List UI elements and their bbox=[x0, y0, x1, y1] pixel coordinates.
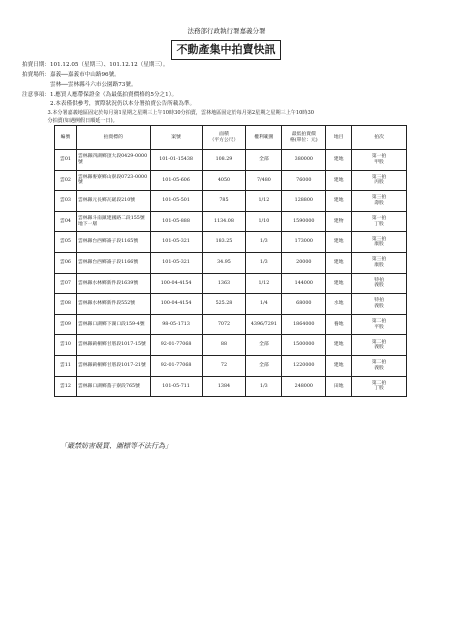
row-round: 第三拍 康股 bbox=[352, 232, 407, 253]
row-area: 1363 bbox=[202, 273, 246, 294]
row-price: 144000 bbox=[282, 273, 326, 294]
table-row bbox=[55, 252, 407, 273]
row-round: 第二拍 義股 bbox=[352, 335, 407, 356]
row-case: 100-04-4154 bbox=[150, 294, 202, 315]
row-round: 第一拍 丁股 bbox=[352, 211, 407, 232]
row-land: 建地 bbox=[326, 335, 352, 356]
row-area: 785 bbox=[202, 191, 246, 212]
row-round: 特拍 義股 bbox=[352, 273, 407, 294]
row-round: 特拍 義股 bbox=[352, 294, 407, 315]
row-round: 第二拍 丁股 bbox=[352, 376, 407, 397]
row-price: 1500000 bbox=[282, 335, 326, 356]
row-right: 全部 bbox=[246, 335, 282, 356]
row-right: 全部 bbox=[246, 355, 282, 376]
row-land: 建地 bbox=[326, 170, 352, 191]
row-target: 雲林縣水林鄉新件段552號 bbox=[76, 294, 150, 315]
row-target: 雲林縣莿桐鄉甘厝段1017-15號 bbox=[76, 335, 150, 356]
col-header-land: 地目 bbox=[326, 126, 352, 150]
row-target: 雲林縣口湖鄉蔦子寮段765號 bbox=[76, 376, 150, 397]
row-no: 雲07 bbox=[55, 273, 77, 294]
row-case: 101-05-711 bbox=[150, 376, 202, 397]
row-right: 全部 bbox=[246, 150, 282, 171]
row-no: 雲06 bbox=[55, 252, 77, 273]
row-target: 雲林縣台西鄉崙子段1165號 bbox=[76, 232, 150, 253]
row-area: 1384 bbox=[202, 376, 246, 397]
auction-dates: 拍賣日期：101.12.05（星期三）、101.12.12（星期三）。 bbox=[22, 62, 169, 68]
row-case: 101-05-606 bbox=[150, 170, 202, 191]
row-area: 183.25 bbox=[202, 232, 246, 253]
row-price: 248000 bbox=[282, 376, 326, 397]
row-area: 88 bbox=[202, 335, 246, 356]
row-price: 76000 bbox=[282, 170, 326, 191]
row-target: 雲林縣口湖鄉下湖口段159-4號 bbox=[76, 314, 150, 335]
row-case: 92-01-77068 bbox=[150, 335, 202, 356]
note-1: 注意事項：1.應買人應帶保證金（為最低拍賣價格的5分之1）。 bbox=[22, 92, 178, 98]
row-land: 建地 bbox=[326, 150, 352, 171]
agency-name: 法務部行政執行署嘉義分署 bbox=[187, 27, 266, 35]
col-header-target: 拍賣標的 bbox=[76, 126, 150, 150]
row-round: 第三拍 丙股 bbox=[352, 170, 407, 191]
table-row bbox=[55, 335, 407, 356]
row-no: 雲08 bbox=[55, 294, 77, 315]
row-land: 養地 bbox=[326, 314, 352, 335]
row-round: 第一拍 甲股 bbox=[352, 150, 407, 171]
row-area: 1134.08 bbox=[202, 211, 246, 232]
row-right: 4396/7291 bbox=[246, 314, 282, 335]
col-header-round: 拍次 bbox=[352, 126, 407, 150]
row-target: 雲林縣斗南鎮建國路二段155號地下一層 bbox=[76, 211, 150, 232]
table-row bbox=[55, 232, 407, 253]
row-price: 173000 bbox=[282, 232, 326, 253]
row-area: 72 bbox=[202, 355, 246, 376]
row-price: 1864000 bbox=[282, 314, 326, 335]
row-price: 128800 bbox=[282, 191, 326, 212]
row-case: 101-05-888 bbox=[150, 211, 202, 232]
row-round: 第二拍 平股 bbox=[352, 314, 407, 335]
col-header-no: 編號 bbox=[55, 126, 77, 150]
row-price: 1220000 bbox=[282, 355, 326, 376]
row-land: 田地 bbox=[326, 376, 352, 397]
row-case: 92-01-77068 bbox=[150, 355, 202, 376]
table-row bbox=[55, 211, 407, 232]
row-right: 1/3 bbox=[246, 376, 282, 397]
table-row bbox=[55, 314, 407, 335]
table-row bbox=[55, 294, 407, 315]
row-area: 7072 bbox=[202, 314, 246, 335]
row-no: 雲09 bbox=[55, 314, 77, 335]
row-round: 第三拍 壽股 bbox=[352, 191, 407, 212]
row-right: 1/3 bbox=[246, 252, 282, 273]
row-target: 雲林縣麥寮鄉山寮段0723-0000號 bbox=[76, 170, 150, 191]
row-right: 1/10 bbox=[246, 211, 282, 232]
row-right: 1/12 bbox=[246, 191, 282, 212]
row-price: 68000 bbox=[282, 294, 326, 315]
table-header-row bbox=[55, 126, 407, 150]
row-price: 20000 bbox=[282, 252, 326, 273]
row-case: 98-05-1713 bbox=[150, 314, 202, 335]
row-target: 雲林縣水林鄉新件段1639號 bbox=[76, 273, 150, 294]
row-case: 101-05-321 bbox=[150, 252, 202, 273]
row-right: 7/480 bbox=[246, 170, 282, 191]
warning-text: 「嚴禁妨害競買、圍標等不法行為」 bbox=[60, 442, 172, 450]
note-3-cont: 分拍賣(如遇例假日順延一日)。 bbox=[22, 118, 118, 124]
row-land: 建地 bbox=[326, 232, 352, 253]
row-case: 101-01-15438 bbox=[150, 150, 202, 171]
note-2: 2.本表僅供參考，實際狀況仍以本分署拍賣公告所載為準。 bbox=[22, 101, 196, 107]
row-no: 雲12 bbox=[55, 376, 77, 397]
row-area: 4050 bbox=[202, 170, 246, 191]
row-land: 建地 bbox=[326, 355, 352, 376]
row-area: 108.29 bbox=[202, 150, 246, 171]
col-header-case: 案號 bbox=[150, 126, 202, 150]
table-row bbox=[55, 191, 407, 212]
note-3: 3.本分署嘉義地區固定於每月第1星期之星期三上午10時30分拍賣，雲林地區固定於每月第2星期之星期三上午10時30 bbox=[22, 110, 314, 116]
row-no: 雲05 bbox=[55, 232, 77, 253]
row-target: 雲林縣元長鄉瓦磘段210號 bbox=[76, 191, 150, 212]
row-area: 34.95 bbox=[202, 252, 246, 273]
col-header-price: 最低拍賣價 格(單位：元) bbox=[282, 126, 326, 150]
row-no: 雲10 bbox=[55, 335, 77, 356]
auction-venue-2: 雲林──雲林縣斗六市公園路73號。 bbox=[22, 82, 137, 88]
table-row bbox=[55, 273, 407, 294]
row-no: 雲03 bbox=[55, 191, 77, 212]
row-no: 雲01 bbox=[55, 150, 77, 171]
document-title: 不動產集中拍賣快訊 bbox=[171, 40, 281, 60]
row-round: 第二拍 義股 bbox=[352, 355, 407, 376]
row-area: 525.28 bbox=[202, 294, 246, 315]
col-header-area: 面積 （平方公尺） bbox=[202, 126, 246, 150]
row-price: 380000 bbox=[282, 150, 326, 171]
row-land: 建地 bbox=[326, 252, 352, 273]
auction-table bbox=[54, 125, 407, 397]
row-price: 1590000 bbox=[282, 211, 326, 232]
row-target: 雲林縣莿桐鄉甘厝段1017-21號 bbox=[76, 355, 150, 376]
row-land: 水地 bbox=[326, 294, 352, 315]
row-target: 雲林縣台西鄉崙子段1166號 bbox=[76, 252, 150, 273]
table-row bbox=[55, 150, 407, 171]
row-no: 雲02 bbox=[55, 170, 77, 191]
table-row bbox=[55, 355, 407, 376]
row-case: 101-05-321 bbox=[150, 232, 202, 253]
table-row bbox=[55, 376, 407, 397]
row-right: 1/4 bbox=[246, 294, 282, 315]
row-right: 1/3 bbox=[246, 232, 282, 253]
row-case: 100-04-4154 bbox=[150, 273, 202, 294]
row-no: 雲11 bbox=[55, 355, 77, 376]
auction-venue: 拍賣場所：嘉義──嘉義市中山路96號。 bbox=[22, 72, 120, 78]
row-target: 雲林縣四湖鄉頂大段0429-0000號 bbox=[76, 150, 150, 171]
row-round: 第三拍 康股 bbox=[352, 252, 407, 273]
col-header-right: 權利範圍 bbox=[246, 126, 282, 150]
table-row bbox=[55, 170, 407, 191]
row-land: 建地 bbox=[326, 273, 352, 294]
row-case: 101-05-501 bbox=[150, 191, 202, 212]
row-right: 1/12 bbox=[246, 273, 282, 294]
row-no: 雲04 bbox=[55, 211, 77, 232]
row-land: 建地 bbox=[326, 191, 352, 212]
row-land: 建物 bbox=[326, 211, 352, 232]
